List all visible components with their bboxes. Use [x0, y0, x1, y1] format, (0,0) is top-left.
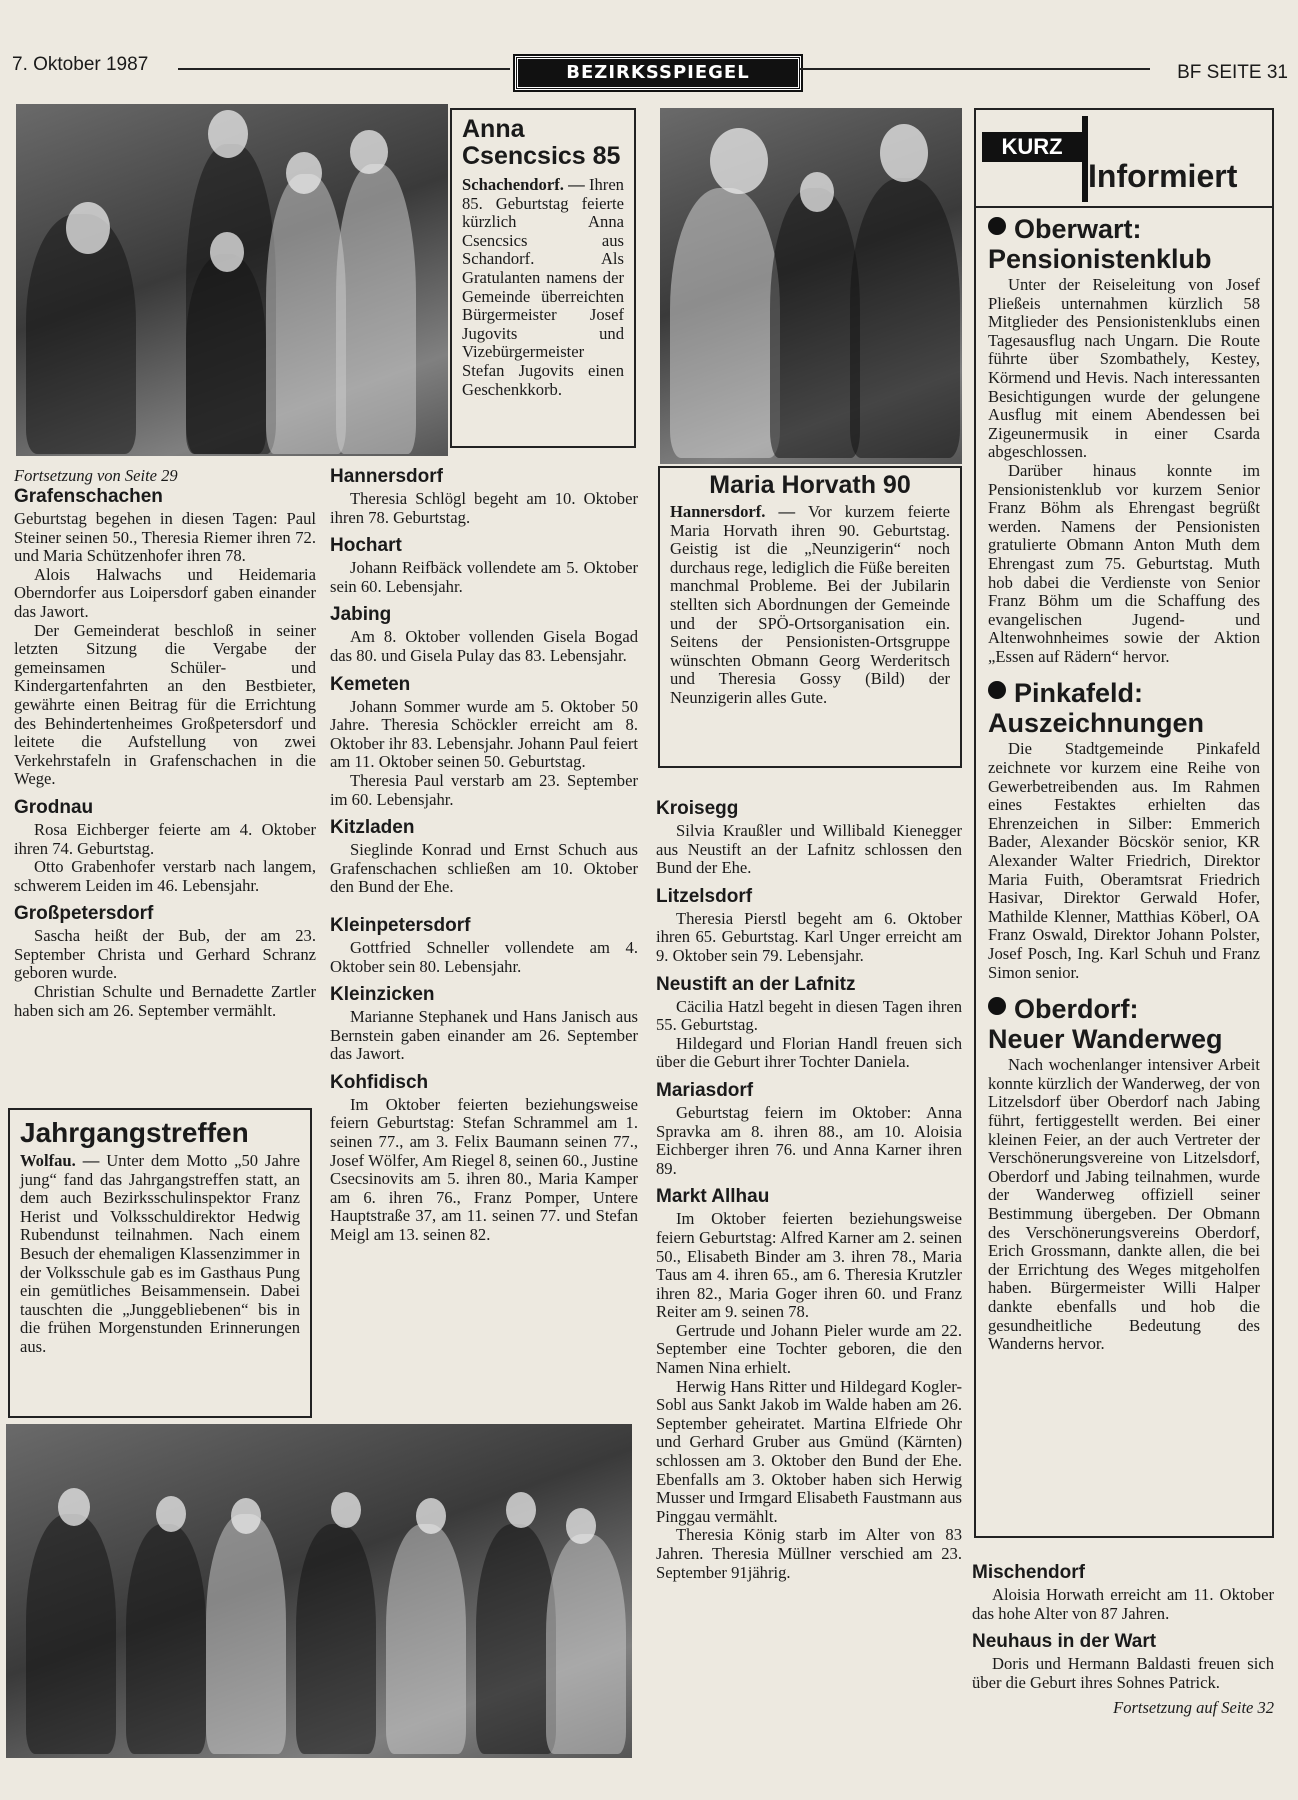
kurz-head-line1: Oberwart:: [1014, 214, 1142, 244]
jahrgangstreffen-box: [8, 1108, 312, 1418]
kurz-item-head: [988, 678, 1260, 708]
paragraph: Gottfried Schneller vollendete am 4. Oktober sein 80. Lebensjahr.: [330, 937, 638, 976]
bullet-icon: [988, 997, 1006, 1015]
paragraph: Geburtstag begehen in diesen Tagen: Paul Steiner seinen 50., Theresia Riemer ihren 72. und Maria Schützenhofer ihren 78.: [14, 509, 316, 566]
paragraph: Cäcilia Hatzl begeht in diesen Tagen ihren 55. Geburtstag.: [656, 996, 962, 1035]
kurz-tag: KURZ: [982, 132, 1082, 162]
section-title: Jabing: [330, 604, 392, 626]
jahrgang-title: Jahrgangstreffen: [20, 1117, 249, 1148]
section-title: Litzelsdorf: [656, 885, 753, 907]
paragraph: Theresia Paul verstarb am 23. September im 60. Lebensjahr.: [330, 770, 638, 809]
maria-lead: Hannersdorf. —: [670, 502, 796, 521]
kurz-head-line1: Oberdorf:: [1014, 994, 1139, 1025]
column-4: [972, 1562, 1274, 1718]
header-rule-left: [178, 68, 510, 70]
photo-jahrgangstreffen-group: [6, 1424, 632, 1758]
paragraph: Christian Schulte und Bernadette Zartler haben sich am 26. September vermählt.: [14, 982, 316, 1020]
section-title: Mariasdorf: [656, 1079, 754, 1101]
paragraph: Sascha heißt der Bub, der am 23. September Christa und Gerhard Schranz geboren wurde.: [14, 926, 316, 983]
paragraph: Theresia König starb im Alter von 83 Jahren. Theresia Müllner verschied am 23. September 91jährig.: [656, 1525, 962, 1582]
header-rule-right: [800, 68, 1150, 70]
section-title: Mischendorf: [972, 1562, 1085, 1583]
section-title: Markt Allhau: [656, 1186, 770, 1208]
anna-csencsics-box: [450, 108, 636, 448]
paragraph: Geburtstag feiern im Oktober: Anna Spravka am 8. ihren 88., am 10. Aloisia Eichberger ihren 76. und Anna Karner ihren 89.: [656, 1102, 962, 1178]
section-title: Kitzladen: [330, 817, 415, 839]
kurz-item-head: [988, 214, 1260, 244]
section-title: Großpetersdorf: [14, 903, 154, 925]
paragraph: Aloisia Horwath erreicht am 11. Oktober das hohe Alter von 87 Jahren.: [972, 1585, 1274, 1623]
paragraph: Nach wochenlanger intensiver Arbeit konnte kürzlich der Wanderweg, der von Litzelsdorf über Oberdorf nach Jabing führt, fertiggestellt werden. Bei einer kleinen Feier, an der auch Vertreter der Verschönerungsvereine von Litzelsdorf, Oberdorf und Jabing teilnahmen, wurde der Wanderweg offiziell seiner Bestimmung übergeben. Der Obmann des Verschönerungsvereins Oberdorf, Erich Grossmann, dankte allen, die bei der Errichtung des Weges mitgeholfen haben. Bürgermeister Willi Halper dankte ebenfalls und hob die gesundheitliche Bedeutung des Wanderns hervor.: [988, 1055, 1260, 1354]
paragraph: Rosa Eichberger feierte am 4. Oktober ihren 74. Geburtstag.: [14, 819, 316, 858]
paragraph: Im Oktober feierten beziehungsweise feiern Geburtstag: Stefan Schrammel am 1. seinen 77., am 3. Felix Baumann seinen 77., Josef Wölfer, Am Riegel 8, seinen 60., Justine Csecsinovits am 5. ihren 80., Maria Kamper am 6. ihren 76., Franz Pomper, Untere Hauptstraße 37, am 11. seinen 77. und Stefan Meigl am 13. seinen 82.: [330, 1094, 638, 1245]
paragraph: Theresia Pierstl begeht am 6. Oktober ihren 65. Geburtstag. Karl Unger erreicht am 9. Oktober sein 79. Lebensjahr.: [656, 908, 962, 965]
section-title: Kleinpetersdorf: [330, 914, 471, 936]
column-1: [14, 466, 316, 1020]
kurz-item-head: [988, 994, 1260, 1024]
bullet-icon: [988, 681, 1006, 699]
paragraph: Marianne Stephanek und Hans Janisch aus Bernstein gaben einander am 26. September das Jawort.: [330, 1007, 638, 1064]
section-title: Hochart: [330, 535, 402, 557]
kurz-head-line2: Pensionistenklub: [988, 244, 1212, 274]
paragraph: Darüber hinaus konnte im Pensionistenklub vor kurzem Senior Franz Böhm als Ehrengast begrüßt werden. Namens der Pensionisten gratulierte Obmann Anton Muth dem Ehrengast zum 75. Geburtstag. Muth hob dabei die Verdienste von Senior Franz Böhm um die Schaffung des evangelischen Jugend- und Altenwohnheimes sowie der Aktion „Essen auf Rädern“ hervor.: [988, 460, 1260, 666]
section-title: Kohfidisch: [330, 1071, 429, 1093]
paragraph: Sieglinde Konrad und Ernst Schuch aus Grafenschachen schließen am 10. Oktober den Bund der Ehe.: [330, 840, 638, 897]
section-title: Grodnau: [14, 796, 94, 818]
column-3: [656, 798, 962, 1582]
section-title: Kroisegg: [656, 798, 739, 819]
paragraph: Am 8. Oktober vollenden Gisela Bogad das 80. und Gisela Pulay das 83. Lebensjahr.: [330, 627, 638, 665]
column-2: [330, 466, 638, 1245]
continued-to: Fortsetzung auf Seite 32: [1113, 1698, 1274, 1718]
kurz-head-line2: Auszeichnungen: [988, 708, 1205, 739]
jahrgang-body: Unter dem Motto „50 Jahre jung“ fand das Jahrgangstreffen statt, an dem auch Bezirksschulinspektor Franz Herist und Volksschuldirektor Hedwig Rubendunst teilnahmen. Nach einem Besuch der ehemaligen Klassenzimmer in der Volksschule gab es im Gasthaus Pung ein gemütliches Beisammensein. Dabei tauschten die „Junggebliebenen“ bis in die frühen Morgenstunden Erinnerungen aus.: [20, 1151, 300, 1356]
maria-title: Maria Horvath 90: [709, 471, 911, 499]
issue-date: 7. Oktober 1987: [12, 54, 149, 75]
kurz-content: [976, 208, 1272, 1354]
paragraph: Otto Grabenhofer verstarb nach langem, schwerem Leiden im 46. Lebensjahr.: [14, 857, 316, 895]
paragraph: Der Gemeinderat beschloß in seiner letzten Sitzung die Vergabe der gemeinsamen Schüler- und Kindergartenfahrten an den Bestbieter, gewährte einen Beitrag für die Errichtung des Behindertenheimes Großpetersdorf und leitete die Aufstellung von zwei Verkehrstafeln in Grafenschachen in die Wege.: [14, 620, 316, 789]
maria-horvath-box: [658, 466, 962, 768]
section-title: Neuhaus in der Wart: [972, 1631, 1157, 1653]
kurz-header: [976, 110, 1272, 208]
continued-from: Fortsetzung von Seite 29: [14, 466, 178, 485]
kurz-informiert-box: [974, 108, 1274, 1538]
paragraph: Hildegard und Florian Handl freuen sich über die Geburt ihrer Tochter Daniela.: [656, 1033, 962, 1072]
photo-maria-horvath: [660, 108, 962, 464]
section-title: Hannersdorf: [330, 466, 443, 487]
section-title: Kleinzicken: [330, 984, 435, 1006]
paragraph: Herwig Hans Ritter und Hildegard Kogler-Sobl aus Sankt Jakob im Walde haben am 26. September geheiratet. Martina Elfriede Ohr und Gerhard Gruber aus Gmünd (Kärnten) schlossen am 3. Oktober den Bund der Ehe. Ebenfalls am 3. Oktober haben sich Herwig Musser und Irmgard Elisabeth Faustmann aus Pinggau vermählt.: [656, 1376, 962, 1526]
anna-body: Ihren 85. Geburtstag feierte kürzlich Anna Csencsics aus Schandorf. Als Gratulanten namens der Gemeinde überreichten Bürgermeister Josef Jugovits und Vizebürgermeister Stefan Jugovits einen Geschenkkorb.: [462, 175, 624, 399]
photo-csencsics-family: [16, 104, 448, 456]
maria-body: Vor kurzem feierte Maria Horvath ihren 90. Geburtstag. Geistig ist die „Neunzigerin“ noch durchaus rege, lediglich die Füße bereiten manchmal Probleme. Bei der Jubilarin stellten sich Abordnungen der Gemeinde und der SPÖ-Ortsorganisation ein. Seitens der Pensionisten-Ortsgruppe wünschten Obmann Georg Werderitsch und Theresia Gossy (Bild) der Neunzigerin alles Gute.: [670, 502, 951, 707]
section-title: Kemeten: [330, 673, 411, 695]
kurz-head-line2: Neuer Wanderweg: [988, 1024, 1223, 1055]
paragraph: Im Oktober feierten beziehungsweise feiern Geburtstag: Alfred Karner am 2. seinen 50., Elisabeth Binder am 3. ihren 78., Maria Taus am 4. ihren 65., am 6. Theresia Krutzler ihren 82., Maria Goger ihren 60. und Franz Reiter am 9. seinen 78.: [656, 1209, 962, 1322]
paragraph: Johann Reifbäck vollendete am 5. Oktober sein 60. Lebensjahr.: [330, 558, 638, 596]
paragraph: Alois Halwachs und Heidemaria Oberndorfer aus Loipersdorf gaben einander das Jawort.: [14, 564, 316, 621]
anna-lead: Schachendorf. —: [462, 175, 585, 194]
paragraph: Die Stadtgemeinde Pinkafeld zeichnete vor kurzem eine Reihe von Gewerbetreibenden aus. Im Rahmen eines Festaktes erhielten das Ehrenzeichen in Silber: Emmerich Bader, Alexander Böcskör senior, KR Alexander Walter Friedrich, Direktor Maria Fuith, Oberamtsrat Friedrich Hasivar, Direktor Gerwald Hofer, Mathilde Klenner, Matthias Köberl, OA Franz Oswald, Direktor Johann Polster, Josef Posch, Ing. Karl Schuh und Franz Simon senior.: [988, 739, 1260, 982]
page-number: BF SEITE 31: [1177, 62, 1288, 83]
section-banner: BEZIRKSSPIEGEL: [515, 56, 801, 90]
kurz-head-line1: Pinkafeld:: [1014, 678, 1144, 709]
paragraph: Silvia Kraußler und Willibald Kienegger aus Neustift an der Lafnitz schlossen den Bund der Ehe.: [656, 821, 962, 878]
anna-title: Anna Csencsics 85: [462, 115, 621, 170]
section-title: Neustift an der Lafnitz: [656, 973, 856, 995]
paragraph: Theresia Schlögl begeht am 10. Oktober ihren 78. Geburtstag.: [330, 489, 638, 527]
paragraph: Doris und Hermann Baldasti freuen sich über die Geburt ihres Sohnes Patrick.: [972, 1654, 1274, 1692]
section-title: Grafenschachen: [14, 486, 163, 507]
paragraph: Unter der Reiseleitung von Josef Pließeis unternahmen kürzlich 58 Mitglieder des Pensionistenklubs einen Tagesausflug nach Ungarn. Die Route führte über Szombathely, Kestey, Körmend und Hevis. Nach interessanten Besichtigungen wurde der gelungene Ausflug mit einem Abendessen bei Zigeunermusik in einer Csarda abgeschlossen.: [988, 275, 1260, 462]
jahrgang-lead: Wolfau. —: [20, 1151, 100, 1170]
kurz-title: Informiert: [1088, 158, 1238, 194]
bullet-icon: [988, 217, 1006, 235]
paragraph: Johann Sommer wurde am 5. Oktober 50 Jahre. Theresia Schöckler erreicht am 8. Oktober ihr 83. Lebensjahr. Johann Paul feiert am 11. Oktober seinen 50. Geburtstag.: [330, 696, 638, 772]
paragraph: Gertrude und Johann Pieler wurde am 22. September eine Tochter geboren, die den Namen Nina erhielt.: [656, 1320, 962, 1378]
